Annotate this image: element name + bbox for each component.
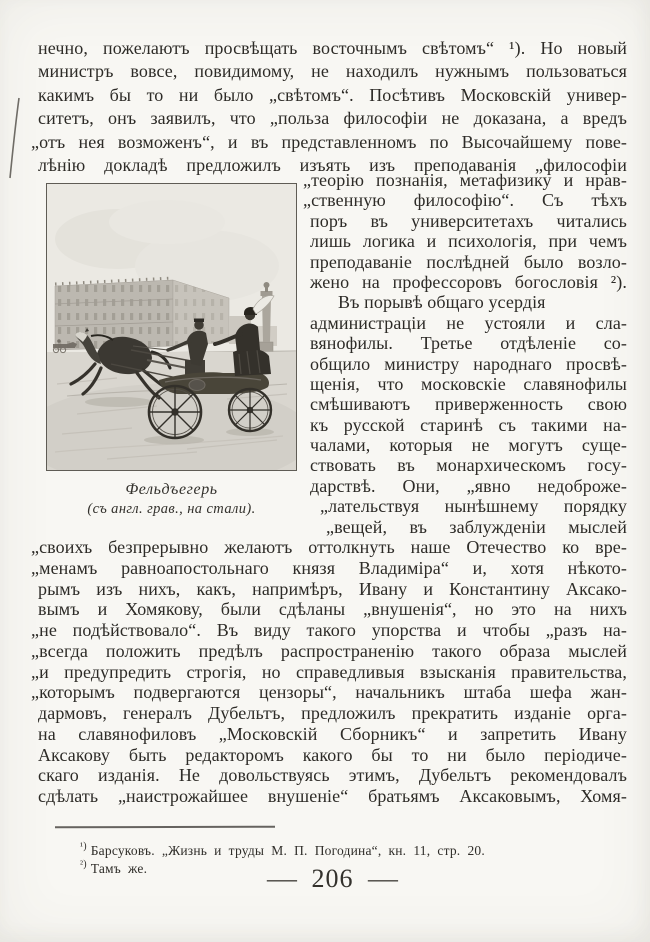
text-line: „и предупредить строгія, но справедливыя взысканія правительства,: [31, 661, 627, 682]
text-line: ситетъ, онъ заявилъ, что „польза философіи не доказана, а вредъ: [38, 108, 627, 129]
footnote-text: Барсуковъ. „Жизнь и труды М. П. Погодина“, кн. 11, стр. 20.: [90, 843, 485, 858]
text-line: щенія, что московскіе славянофилы: [310, 373, 627, 394]
text-line: ствовать въ монархическомъ госу-: [310, 455, 627, 476]
text-line: нечно, пожелаютъ просвѣщать восточнымъ свѣтомъ“ ¹). Но новый: [38, 38, 627, 58]
text-line: „не подѣйствовало“. Въ виду такого упорства и чтобы „разъ на-: [31, 620, 627, 640]
text-line: Аксакову быть редакторомъ какого бы то ни было періодиче-: [38, 744, 627, 765]
text-line: администраціи не устояли и сла-: [310, 312, 627, 333]
front-wheel: [149, 386, 201, 438]
text-line: „лательствуя нынѣшнему порядку: [320, 496, 627, 517]
text-line: рымъ изъ нихъ, какъ, напримѣръ, Ивану и Константину Аксако-: [38, 578, 627, 599]
text-line: „всегда положить предѣлъ распространенію такого образа мыслей: [31, 640, 627, 661]
footnote-marker: ¹): [80, 841, 87, 852]
text-line: поръ въ университетахъ читались: [310, 210, 627, 231]
footnote-marker: ²): [80, 859, 87, 870]
text-line: „теорію познанія, метафизику и нрав-: [303, 170, 627, 190]
bottom-paragraph: [31, 537, 627, 807]
text-line: „которымъ подвергаются цензоры“, начальникъ штаба шефа жан-: [31, 682, 627, 703]
text-line: „ственную философію“. Съ тѣхъ: [303, 190, 627, 211]
right-column-paragraph: [303, 170, 627, 537]
page-number: [38, 864, 627, 894]
text-line: на славянофиловъ „Московскій Сборникъ“ и запретить Ивану: [38, 723, 627, 744]
caption-title: Фельдъегерь: [125, 481, 218, 498]
text-line: сдѣлать „наистрожайшее внушеніе“ братьямъ Аксаковымъ, Хомя-: [38, 786, 627, 806]
text-line: вымъ и Хомякову, были сдѣланы „внушенія“, но это на нихъ: [38, 599, 627, 620]
text-line: скаго изданія. Не довольствуясь этимъ, Дубельтъ рекомендовалъ: [38, 765, 627, 786]
text-line: къ русской старинѣ съ такими на-: [310, 414, 627, 435]
text-line: общило министру народнаго просвѣ-: [310, 353, 627, 374]
text-line: преподаваніе послѣдней было возло-: [310, 251, 627, 272]
text-line: лѣнію докладѣ предложилъ изъять изъ преподаванія „философіи: [38, 154, 627, 175]
text-line: жено на профессоровъ богословія ²).: [310, 271, 627, 292]
rear-wheel: [229, 389, 271, 431]
page-number-dash-right: —: [367, 864, 399, 893]
text-line: „вещей, въ заблужденіи мыслей: [326, 516, 627, 537]
engraving-illustration: [46, 183, 297, 471]
feldjaeger-engraving-art: [47, 184, 296, 470]
top-paragraph: [31, 37, 627, 177]
text-line: вянофилы. Третье отдѣленіе со-: [310, 333, 627, 354]
text-line: лишь логика и психологія, при чемъ: [310, 231, 627, 252]
footnote-text: Тамъ же.: [90, 861, 148, 876]
text-line: дарствѣ. Они, „явно недоброже-: [310, 475, 627, 496]
text-line: какимъ бы то ни было „свѣтомъ“. Посѣтивъ Московскій универ-: [38, 84, 627, 105]
text-line: министръ вовсе, повидимому, не находилъ нужнымъ пользоваться: [38, 61, 627, 82]
caption-subtitle: (съ англ. грав., на стали).: [87, 501, 256, 517]
margin-pen-mark: [6, 96, 24, 180]
text-line: чалами, которыя не могутъ суще-: [310, 435, 627, 456]
figure-caption: [40, 480, 303, 519]
text-line: дармовъ, генералъ Дубельтъ, предложилъ прекратить изданіе орга-: [38, 703, 627, 723]
footnote-separator-rule: [55, 826, 275, 829]
text-line: „отъ нея возможенъ“, и въ представленномъ по Высочайшему пове-: [31, 131, 627, 152]
text-line: Въ порывѣ общаго усердія: [338, 292, 546, 313]
text-line: смѣшиваютъ приверженность свою: [310, 394, 627, 415]
page-number-dash-left: —: [266, 864, 298, 893]
footnote: [80, 841, 640, 859]
page-number-value: 206: [311, 864, 354, 893]
text-line: „своихъ безпрерывно желаютъ оттолкнуть наше Отечество ко вре-: [31, 537, 627, 557]
text-line: „менамъ равноапостольнаго князя Владиміра“ и, хотя нѣкото-: [31, 557, 627, 578]
